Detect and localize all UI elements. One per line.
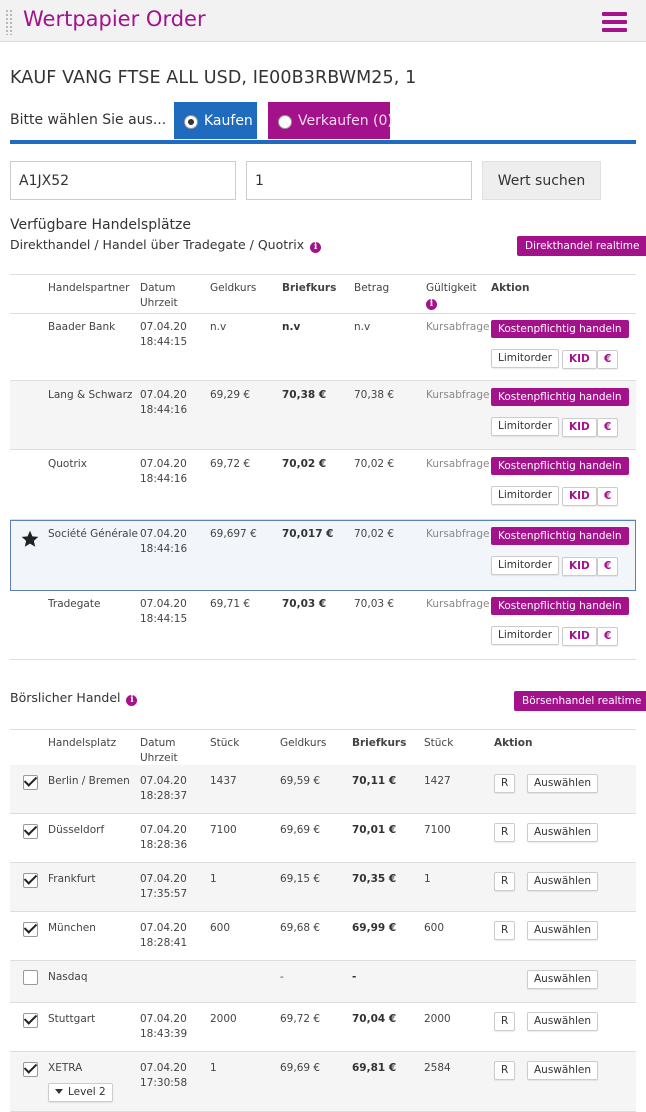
buy-label: Kaufen	[204, 112, 253, 129]
kid-button[interactable]: KID	[562, 418, 597, 437]
bid-price: 69,71 €	[210, 598, 251, 610]
trade-time: 18:43:39	[140, 1028, 188, 1040]
bid-price: 69,697 €	[210, 528, 257, 540]
exchange-table-header	[10, 729, 636, 766]
table-row	[10, 912, 636, 961]
ask-size: 7100	[424, 824, 451, 836]
limit-order-button[interactable]: Limitorder	[491, 417, 559, 436]
amount: 70,02 €	[354, 458, 395, 470]
bid-price: -	[280, 971, 284, 983]
trade-date: 07.04.20	[140, 1062, 187, 1074]
exchange-section-title	[10, 690, 137, 706]
venue-checkbox[interactable]	[23, 1062, 38, 1077]
ask-price: 70,11 €	[352, 775, 397, 787]
col-stueck-2: Stück	[424, 737, 454, 749]
col-datum: Datum	[140, 737, 176, 749]
table-row	[10, 313, 636, 381]
ask-price: 70,35 €	[352, 873, 397, 885]
trade-time: 17:35:57	[140, 888, 188, 900]
table-row	[10, 450, 636, 520]
kid-button[interactable]: KID	[562, 627, 597, 646]
direct-section-subtitle	[10, 237, 321, 253]
direct-section-title: Verfügbare Handelsplätze	[10, 217, 191, 233]
realtime-quote-button[interactable]: R	[494, 872, 515, 891]
bid-size: 1437	[210, 775, 237, 787]
trade-time: 18:28:41	[140, 937, 188, 949]
sell-label: Verkaufen (0)	[298, 112, 393, 129]
trade-button[interactable]: Kostenpflichtig handeln	[491, 320, 629, 338]
realtime-quote-button[interactable]: R	[494, 774, 515, 793]
bid-size: 1	[210, 873, 217, 885]
venue-name: Nasdaq	[48, 971, 88, 983]
amount: 70,02 €	[354, 528, 395, 540]
exchange-title-text: Börslicher Handel	[10, 690, 121, 705]
validity: Kursabfrage	[426, 321, 490, 333]
table-row	[10, 1052, 636, 1112]
col-aktion: Aktion	[491, 282, 530, 294]
partner-name: Tradegate	[48, 598, 101, 610]
level2-toggle[interactable]	[48, 1083, 113, 1102]
table-row	[10, 814, 636, 863]
limit-order-button[interactable]: Limitorder	[491, 349, 559, 368]
kid-button[interactable]: KID	[562, 557, 597, 576]
radio-icon	[184, 115, 198, 129]
partner-name: Société Générale	[48, 528, 138, 540]
info-icon[interactable]: i	[310, 242, 321, 253]
amount: 70,03 €	[354, 598, 395, 610]
validity: Kursabfrage	[426, 528, 490, 540]
table-row	[10, 961, 636, 1003]
bid-price: 69,59 €	[280, 775, 321, 787]
select-button[interactable]: Auswählen	[527, 774, 598, 793]
euro-button[interactable]: €	[597, 557, 618, 576]
venue-checkbox[interactable]	[23, 873, 38, 888]
partner-name: Lang & Schwarz	[48, 389, 133, 401]
venue-checkbox[interactable]	[23, 922, 38, 937]
exchange-realtime-button[interactable]: Börsenhandel realtime	[514, 691, 646, 711]
trade-time: 18:28:36	[140, 839, 188, 851]
venue-checkbox[interactable]	[23, 1013, 38, 1028]
bid-price: 69,72 €	[210, 458, 251, 470]
ask-size: 600	[424, 922, 445, 934]
table-row	[10, 520, 636, 591]
validity: Kursabfrage	[426, 389, 490, 401]
search-value-button[interactable]: Wert suchen	[482, 161, 601, 200]
table-row	[10, 863, 636, 912]
direct-table-header	[10, 274, 636, 314]
trade-button[interactable]: Kostenpflichtig handeln	[491, 527, 629, 545]
hamburger-menu-icon[interactable]	[602, 12, 627, 32]
app-header	[0, 0, 646, 42]
trade-date: 07.04.20	[140, 528, 187, 540]
bid-size: 7100	[210, 824, 237, 836]
trade-time: 18:44:16	[140, 543, 188, 555]
table-row	[10, 1003, 636, 1052]
trade-date: 07.04.20	[140, 922, 187, 934]
gueltigkeit-info-icon[interactable]: i	[426, 296, 437, 311]
venue-checkbox[interactable]	[23, 970, 38, 985]
bid-size: 2000	[210, 1013, 237, 1025]
select-button[interactable]: Auswählen	[527, 823, 598, 842]
drag-grip-icon[interactable]	[5, 9, 13, 35]
realtime-quote-button[interactable]: R	[494, 921, 515, 940]
ask-price: -	[352, 971, 357, 983]
limit-order-button[interactable]: Limitorder	[491, 626, 559, 645]
euro-button[interactable]: €	[597, 418, 618, 437]
euro-button[interactable]: €	[597, 350, 618, 369]
col-stueck: Stück	[210, 737, 240, 749]
col-briefkurs: Briefkurs	[282, 282, 337, 294]
ask-price: 70,38 €	[282, 389, 327, 401]
trade-time: 18:44:16	[140, 404, 188, 416]
select-button[interactable]: Auswählen	[527, 872, 598, 891]
col-gueltigkeit: Gültigkeit	[426, 282, 477, 294]
bid-price: 69,68 €	[280, 922, 321, 934]
ask-price: 69,81 €	[352, 1062, 397, 1074]
validity: Kursabfrage	[426, 598, 490, 610]
trade-time: 18:28:37	[140, 790, 188, 802]
wkn-input[interactable]	[10, 161, 236, 200]
trade-date: 07.04.20	[140, 873, 187, 885]
quantity-input[interactable]	[246, 161, 472, 200]
trade-date: 07.04.20	[140, 458, 187, 470]
col-handelsplatz: Handelsplatz	[48, 737, 117, 749]
ask-price: n.v	[282, 321, 301, 333]
table-row	[10, 381, 636, 450]
trade-date: 07.04.20	[140, 775, 187, 787]
ask-size: 2000	[424, 1013, 451, 1025]
col-uhrzeit: Uhrzeit	[140, 297, 178, 309]
table-row	[10, 765, 636, 814]
col-aktion: Aktion	[494, 737, 533, 749]
trade-date: 07.04.20	[140, 598, 187, 610]
euro-button[interactable]: €	[597, 627, 618, 646]
partner-name: Baader Bank	[48, 321, 116, 333]
venue-name: Düsseldorf	[48, 824, 105, 836]
venue-name: Frankfurt	[48, 873, 96, 885]
ask-size: 2584	[424, 1062, 451, 1074]
amount: 70,38 €	[354, 389, 395, 401]
select-button[interactable]: Auswählen	[527, 1061, 598, 1080]
limit-order-button[interactable]: Limitorder	[491, 556, 559, 575]
kid-button[interactable]: KID	[562, 487, 597, 506]
select-button[interactable]: Auswählen	[527, 970, 598, 989]
app-title: Wertpapier Order	[23, 7, 206, 31]
info-icon[interactable]: i	[126, 695, 137, 706]
ask-size: 1	[424, 873, 431, 885]
ask-price: 70,04 €	[352, 1013, 397, 1025]
caret-down-icon	[55, 1089, 63, 1094]
col-geldkurs: Geldkurs	[210, 282, 257, 294]
bid-price: 69,29 €	[210, 389, 251, 401]
partner-name: Quotrix	[48, 458, 87, 470]
sell-toggle[interactable]	[268, 102, 393, 139]
choose-label: Bitte wählen Sie aus...	[10, 112, 167, 128]
kid-button[interactable]: KID	[562, 350, 597, 369]
trade-date: 07.04.20	[140, 321, 187, 333]
col-geldkurs: Geldkurs	[280, 737, 327, 749]
trade-time: 18:44:15	[140, 336, 188, 348]
ask-price: 69,99 €	[352, 922, 397, 934]
validity: Kursabfrage	[426, 458, 490, 470]
col-partner: Handelspartner	[48, 282, 130, 294]
trade-date: 07.04.20	[140, 1013, 187, 1025]
bid-price: 69,72 €	[280, 1013, 321, 1025]
radio-icon	[278, 115, 292, 129]
euro-button[interactable]: €	[597, 487, 618, 506]
trade-time: 17:30:58	[140, 1077, 188, 1089]
venue-checkbox[interactable]	[23, 775, 38, 790]
venue-name: Stuttgart	[48, 1013, 96, 1025]
trade-button[interactable]: Kostenpflichtig handeln	[491, 388, 629, 406]
level2-label: Level 2	[68, 1086, 106, 1098]
table-row	[10, 590, 636, 660]
col-datum: Datum	[140, 282, 176, 294]
buy-toggle[interactable]	[174, 102, 257, 139]
bid-price: 69,69 €	[280, 824, 321, 836]
bid-price: n.v	[210, 321, 227, 333]
trade-time: 18:44:15	[140, 613, 188, 625]
ask-price: 70,017 €	[282, 528, 334, 540]
divider	[10, 140, 636, 144]
bid-size: 600	[210, 922, 231, 934]
venue-checkbox[interactable]	[23, 824, 38, 839]
star-icon[interactable]	[20, 529, 40, 549]
bid-size: 1	[210, 1062, 217, 1074]
bid-price: 69,15 €	[280, 873, 321, 885]
venue-name: XETRA	[48, 1062, 83, 1074]
trade-time: 18:44:16	[140, 473, 188, 485]
realtime-quote-button[interactable]: R	[494, 1012, 515, 1031]
col-betrag: Betrag	[354, 282, 390, 294]
ask-price: 70,02 €	[282, 458, 327, 470]
col-uhrzeit: Uhrzeit	[140, 752, 178, 764]
direct-realtime-button[interactable]: Direkthandel realtime	[517, 236, 646, 256]
limit-order-button[interactable]: Limitorder	[491, 486, 559, 505]
subtitle-text: Direkthandel / Handel über Tradegate / Quotrix	[10, 237, 305, 252]
trade-date: 07.04.20	[140, 824, 187, 836]
venue-name: München	[48, 922, 96, 934]
select-button[interactable]: Auswählen	[527, 921, 598, 940]
select-button[interactable]: Auswählen	[527, 1012, 598, 1031]
venue-name: Berlin / Bremen	[48, 775, 130, 787]
col-briefkurs: Briefkurs	[352, 737, 407, 749]
trade-date: 07.04.20	[140, 389, 187, 401]
amount: n.v	[354, 321, 371, 333]
order-title: KAUF VANG FTSE ALL USD, IE00B3RBWM25, 1	[10, 68, 417, 88]
trade-button[interactable]: Kostenpflichtig handeln	[491, 457, 629, 475]
realtime-quote-button[interactable]: R	[494, 823, 515, 842]
ask-size: 1427	[424, 775, 451, 787]
bid-price: 69,69 €	[280, 1062, 321, 1074]
trade-button[interactable]: Kostenpflichtig handeln	[491, 597, 629, 615]
ask-price: 70,03 €	[282, 598, 327, 610]
realtime-quote-button[interactable]: R	[494, 1061, 515, 1080]
ask-price: 70,01 €	[352, 824, 397, 836]
